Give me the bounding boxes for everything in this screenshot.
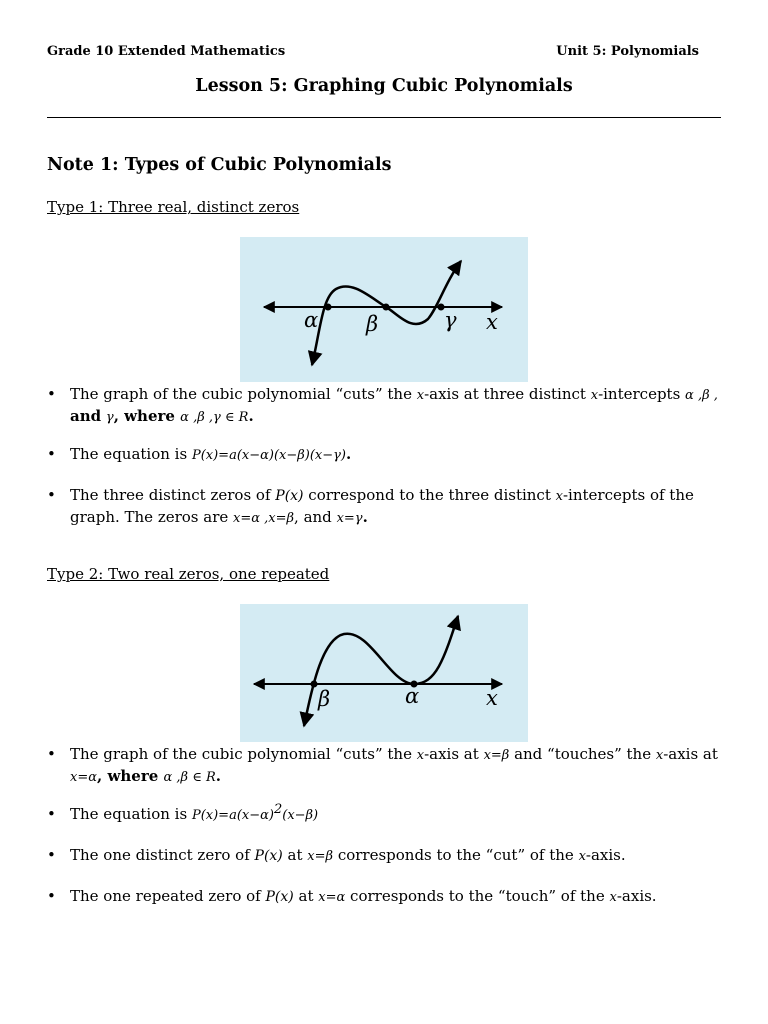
list-item: • The graph of the cubic polynomial “cuts” the x-axis at x=β and “touches” the x-axis at x=α, where α ,β ∈ R. xyxy=(47,744,727,788)
list-item: • The one repeated zero of P(x) at x=α corresponds to the “touch” of the x-axis. xyxy=(47,886,727,908)
label-gamma: γ xyxy=(444,308,457,332)
list-item: • The three distinct zeros of P(x) correspond to the three distinct x-intercepts of the graph. The zeros are x=α ,x=β, and x=γ. xyxy=(47,485,727,529)
unit-title: Unit 5: Polynomials xyxy=(556,44,699,59)
type2-heading: Type 2: Two real zeros, one repeated xyxy=(47,565,330,583)
list-item: • The graph of the cubic polynomial “cuts” the x-axis at three distinct x-intercepts α ,β , and γ, where α ,β ,γ ∈ R. xyxy=(47,384,727,428)
list-item: • The equation is $P(x)=a(x-\alpha)^2(x-\beta)$ xyxy=(47,804,727,826)
lesson-title: Lesson 5: Graphing Cubic Polynomials xyxy=(195,76,573,96)
zero-beta-point xyxy=(311,681,318,688)
header-divider xyxy=(47,117,721,118)
label-x: x xyxy=(486,310,498,334)
note-heading: Note 1: Types of Cubic Polynomials xyxy=(47,155,392,175)
label-alpha: α xyxy=(304,308,319,332)
zero-alpha-point xyxy=(325,304,332,311)
label-beta: β xyxy=(318,687,331,711)
list-item: • The equation is P(x)=a(x−α)(x−β)(x−γ). xyxy=(47,444,727,466)
type1-graph xyxy=(240,237,528,382)
list-item: • The one distinct zero of P(x) at x=β corresponds to the “cut” of the x-axis. xyxy=(47,845,727,867)
cubic-curve xyxy=(312,261,461,365)
zero-beta-point xyxy=(383,304,390,311)
course-title: Grade 10 Extended Mathematics xyxy=(47,44,286,59)
type2-graph xyxy=(240,604,528,742)
label-beta: β xyxy=(366,312,379,336)
label-x: x xyxy=(486,686,498,710)
type1-heading: Type 1: Three real, distinct zeros xyxy=(47,198,300,216)
label-alpha: α xyxy=(405,684,420,708)
